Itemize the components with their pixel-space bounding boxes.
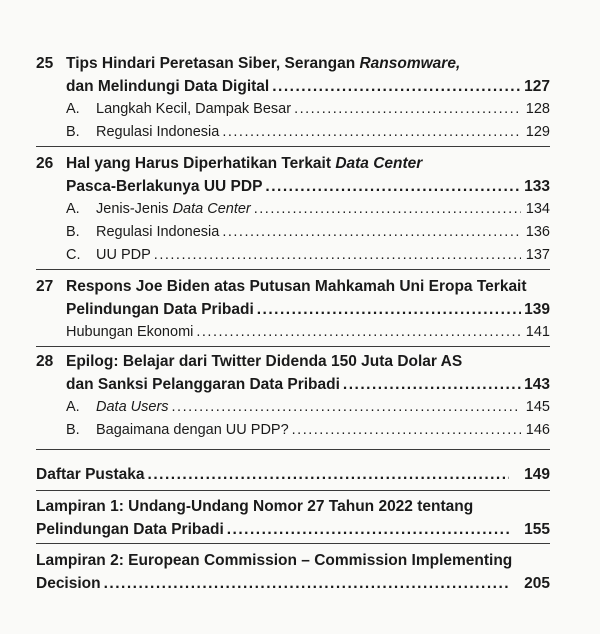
page-number: 146 <box>525 422 550 438</box>
chapter-27 <box>36 275 550 344</box>
separator-line <box>36 146 550 147</box>
section-entry <box>36 221 550 244</box>
separator-line <box>36 543 550 544</box>
page-number: 205 <box>524 575 550 592</box>
section-title: Regulasi Indonesia <box>96 124 220 140</box>
appendix-1-entry <box>36 495 550 541</box>
chapter-28 <box>36 350 550 442</box>
chapter-title-text: Pelindungan Data Pribadi <box>66 301 254 318</box>
chapter-title-line1 <box>36 350 550 373</box>
chapter-number: 28 <box>36 353 54 370</box>
section-entry <box>36 121 550 144</box>
dot-leader <box>222 221 521 244</box>
page-number: 134 <box>525 201 550 217</box>
appendix-title-line2: Decision <box>36 575 101 592</box>
section-title: Langkah Kecil, Dampak Besar <box>96 101 292 117</box>
dot-leader <box>292 419 521 442</box>
section-entry <box>36 419 550 442</box>
page-number: 129 <box>525 124 550 140</box>
section-entry <box>36 98 550 121</box>
bibliography-entry <box>36 463 550 486</box>
chapter-title-italic: Data Center <box>335 155 423 172</box>
chapter-number: 25 <box>36 55 54 72</box>
section-entry <box>36 198 550 221</box>
dot-leader <box>172 396 521 419</box>
dot-leader <box>343 373 521 396</box>
section-letter: A. <box>66 201 80 217</box>
section-title: Regulasi Indonesia <box>96 224 220 240</box>
chapter-title-line2 <box>36 373 550 396</box>
section-title-italic: Data Center <box>172 201 251 217</box>
section-entry <box>36 396 550 419</box>
dot-leader <box>104 572 509 595</box>
dot-leader <box>148 463 509 486</box>
dot-leader <box>222 121 521 144</box>
chapter-title-line1 <box>36 152 550 175</box>
chapter-number: 27 <box>36 278 54 295</box>
section-title: UU PDP <box>96 247 151 263</box>
page-number: 137 <box>525 247 550 263</box>
chapter-title-italic: Ransomware, <box>359 55 461 72</box>
chapter-title-text: Pasca-Berlakunya UU PDP <box>66 178 263 195</box>
page-number: 139 <box>524 301 550 318</box>
chapter-title-line2 <box>36 175 550 198</box>
section-letter: B. <box>66 224 80 240</box>
bibliography-title: Daftar Pustaka <box>36 466 145 483</box>
appendix-title-line1: Lampiran 1: Undang-Undang Nomor 27 Tahun 2022 tentang <box>36 498 474 515</box>
appendix-title-line2: Pelindungan Data Pribadi <box>36 521 224 538</box>
dot-leader <box>196 321 521 344</box>
separator-line <box>36 490 550 491</box>
section-title: Bagaimana dengan UU PDP? <box>96 422 289 438</box>
page-number: 128 <box>525 101 550 117</box>
chapter-title-line1 <box>36 275 550 298</box>
page-number: 141 <box>525 324 550 340</box>
page-number: 133 <box>524 178 550 195</box>
section-letter: B. <box>66 124 80 140</box>
section-entry <box>36 321 550 344</box>
dot-leader <box>257 298 521 321</box>
chapter-title-text: Tips Hindari Peretasan Siber, Serangan <box>66 55 360 72</box>
section-letter: C. <box>66 247 81 263</box>
page-number: 136 <box>525 224 550 240</box>
chapter-title-text: Hal yang Harus Diperhatikan Terkait <box>66 155 336 172</box>
dot-leader <box>154 244 521 267</box>
dot-leader <box>272 75 521 98</box>
section-letter: B. <box>66 422 80 438</box>
section-letter: A. <box>66 101 80 117</box>
page-number: 143 <box>524 376 550 393</box>
section-title: Hubungan Ekonomi <box>66 324 194 340</box>
chapter-title-line2 <box>36 298 550 321</box>
section-entry <box>36 244 550 267</box>
chapter-title-text: dan Sanksi Pelanggaran Data Pribadi <box>66 376 340 393</box>
page-number: 155 <box>524 521 550 538</box>
chapter-title-text: dan Melindungi Data Digital <box>66 78 270 95</box>
chapter-title-text: Respons Joe Biden atas Putusan Mahkamah Uni Eropa Terkait <box>66 278 527 295</box>
section-title-italic: Data Users <box>96 399 169 415</box>
page-number: 149 <box>524 466 550 483</box>
chapter-title-line1 <box>36 52 550 75</box>
separator-line <box>36 449 550 450</box>
page-number: 127 <box>524 78 550 95</box>
separator-line <box>36 346 550 347</box>
chapter-number: 26 <box>36 155 54 172</box>
chapter-title-text: Epilog: Belajar dari Twitter Didenda 150 Juta Dolar AS <box>66 353 463 370</box>
chapter-26 <box>36 152 550 267</box>
separator-line <box>36 269 550 270</box>
chapter-title-line2 <box>36 75 550 98</box>
chapter-25 <box>36 52 550 144</box>
dot-leader <box>294 98 521 121</box>
dot-leader <box>227 518 509 541</box>
page-number: 145 <box>525 399 550 415</box>
section-letter: A. <box>66 399 80 415</box>
appendix-title-line1: Lampiran 2: European Commission – Commission Implementing <box>36 552 513 569</box>
dot-leader <box>265 175 521 198</box>
section-title: Jenis-Jenis <box>96 201 173 217</box>
appendix-2-entry <box>36 549 550 595</box>
dot-leader <box>254 198 521 221</box>
